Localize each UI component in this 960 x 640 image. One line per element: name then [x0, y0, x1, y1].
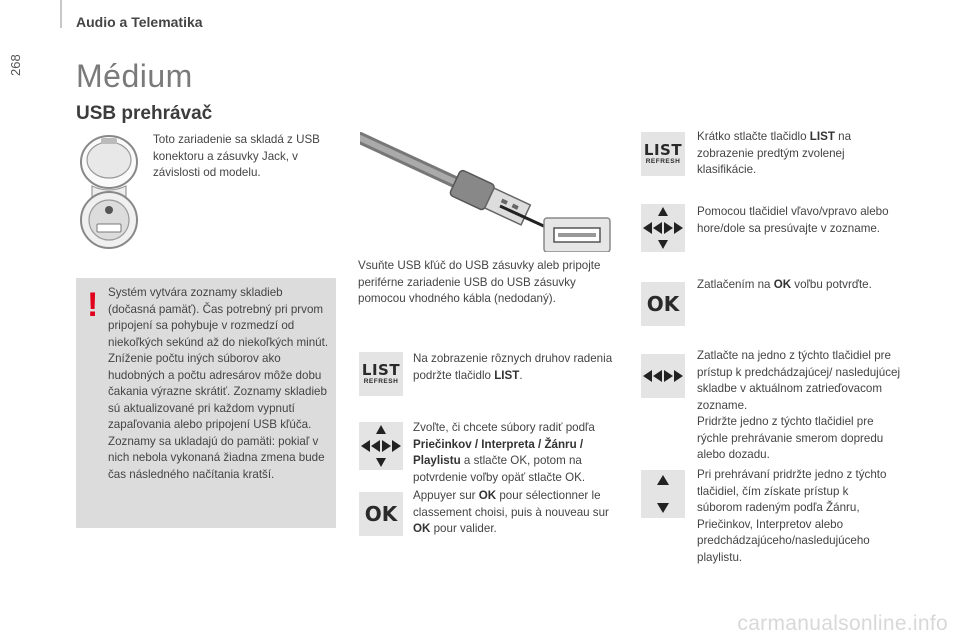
mid-step-3-bold-2: OK	[413, 522, 431, 535]
mid-step-2-bold: Priečinkov / Interpreta / Žánru / Playlistu	[413, 437, 584, 467]
mid-step-3	[413, 488, 613, 538]
right-step-3-text: Zatlačením na	[697, 278, 774, 291]
right-step-3-end: voľbu potvrďte.	[791, 278, 872, 291]
list-refresh-button-image	[359, 352, 403, 396]
mid-step-3-bold: OK	[478, 489, 497, 502]
right-step-1-text: Krátko stlačte tlačidlo	[697, 130, 810, 143]
list-label: LIST	[361, 360, 401, 379]
mid-step-2	[413, 420, 613, 486]
four-way-arrows-icon	[641, 205, 685, 251]
right-step-1-end: na zobrazenie predtým zvolenej klasifikácie.	[697, 130, 852, 176]
mid-step-3-text: Appuyer sur	[413, 489, 479, 502]
mid-step-1-bold: LIST	[494, 368, 520, 382]
warning-text: Systém vytvára zoznamy skladieb (dočasná pamäť). Čas potrebný pri prvom pripojení sa pohybuje v rozmedzí od niekoľkých sekúnd až do niekoľkých minút. Zníženie počtu iných súborov ako hudobných a počtu adresárov môže dobu čakania výrazne skrátiť. Zoznamy skladieb sú aktualizované pri každom vypnutí zapaľovania alebo pripojení USB kľúča. Zoznamy sa ukladajú do pamäti: pokiaľ v nich nebola vykonaná žiadna zmena bude čas následného načítania kratší.	[108, 286, 329, 481]
right-step-1	[697, 129, 887, 179]
warning-mark: !	[87, 286, 99, 324]
usb-plug-icon	[360, 130, 622, 252]
right-step-3-bold: OK	[773, 278, 792, 291]
mid-step-1-text: Na zobrazenie rôznych druhov radenia podržte tlačidlo	[413, 352, 613, 382]
page-title: Médium	[76, 58, 193, 94]
right-step-4: Zatlačte na jedno z týchto tlačidiel pre prístup k predchádzajúcej/ nasledujúcej skladbe v aktuálnom zatrieďovacom zozname. Pridržte jedno z týchto tlačidiel pre rýchle prehrávanie smerom dopredu alebo dozadu.	[697, 349, 901, 461]
footer-watermark: carmanualsonline.info	[737, 612, 948, 635]
page-subtitle: USB prehrávač	[76, 103, 213, 124]
four-way-button-image	[641, 204, 685, 252]
section-header: Audio a Telematika	[76, 14, 203, 30]
four-way-arrows-icon	[359, 423, 403, 469]
list-label: LIST	[643, 140, 683, 159]
right-step-5: Pri prehrávaní pridržte jedno z týchto tlačidiel, čím získate prístup k súborom radeným podľa Žánru, Priečinkov, Interpretov alebo predchádzajúceho/nasledujúceho playlistu.	[697, 468, 887, 564]
list-refresh-button-image	[641, 132, 685, 176]
ok-button-image	[641, 282, 685, 326]
mid-step-3-middle: pour sélectionner le classement choisi, puis à nouveau sur	[413, 489, 609, 519]
list-refresh-icon	[361, 360, 401, 386]
left-right-arrows-icon	[641, 361, 685, 391]
usb-jack-socket-icon	[74, 130, 144, 252]
mid-step-1-end: .	[519, 368, 523, 382]
page-number: 268	[8, 54, 23, 76]
right-step-2: Pomocou tlačidiel vľavo/vpravo alebo hore/dole sa presúvajte v zozname.	[697, 205, 889, 235]
ok-icon: OK	[364, 502, 398, 526]
mid-step-2-end: a stlačte OK, potom na potvrdenie voľby opäť stlačte OK.	[413, 454, 586, 484]
right-step-3	[697, 277, 902, 294]
ok-button-image	[359, 492, 403, 536]
usb-caption: Vsuňte USB kľúč do USB zásuvky aleb pripojte periférne zariadenie USB do USB zásuvky pomocou vhodného kábla (nedodaný).	[358, 259, 601, 305]
four-way-button-image	[359, 422, 403, 470]
up-down-button-image	[641, 470, 685, 518]
mid-step-2-text: Zvoľte, či chcete súbory radiť podľa	[413, 421, 595, 434]
mid-step-1	[413, 351, 613, 384]
intro-text: Toto zariadenie sa skladá z USB konektoru a zásuvky Jack, v závislosti od modelu.	[153, 133, 320, 179]
up-down-arrows-icon	[641, 471, 685, 517]
right-step-1-bold: LIST	[809, 130, 835, 143]
ok-icon: OK	[646, 292, 680, 316]
mid-step-3-end: pour valider.	[430, 522, 497, 535]
list-refresh-icon	[643, 140, 683, 166]
left-right-button-image	[641, 354, 685, 398]
margin-rule	[60, 0, 62, 28]
refresh-label: REFRESH	[363, 377, 399, 385]
refresh-label: REFRESH	[645, 157, 681, 165]
